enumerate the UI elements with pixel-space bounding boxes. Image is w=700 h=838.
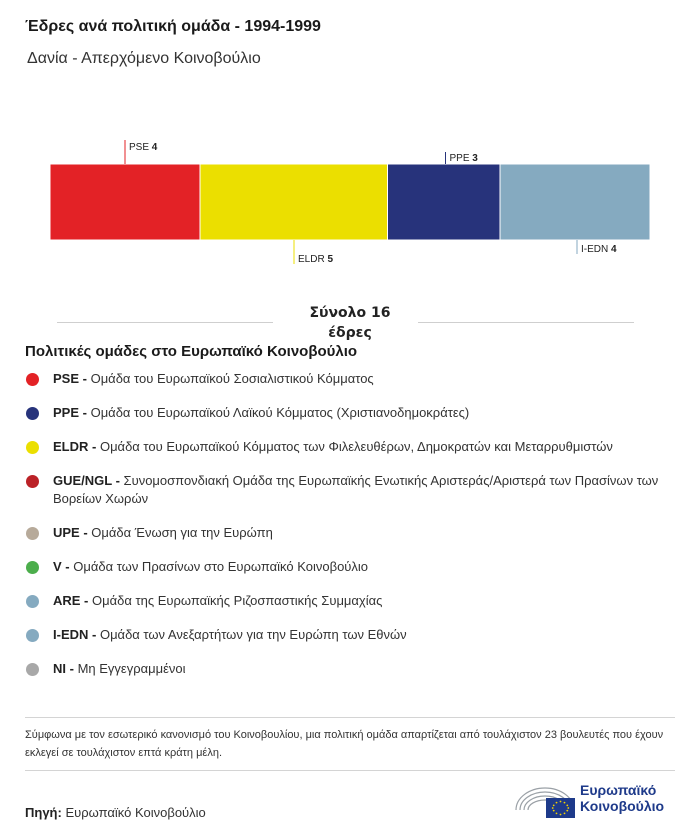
legend-text: Ομάδα του Ευρωπαϊκού Κόμματος των Φιλελευθέρων, Δημοκρατών και Μεταρρυθμιστών — [96, 439, 613, 454]
legend-text: Ομάδα της Ευρωπαϊκής Ριζοσπαστικής Συμμαχίας — [88, 593, 383, 608]
total-divider-right — [418, 322, 634, 323]
data-label-name: I-EDN — [581, 244, 611, 255]
legend-item — [25, 626, 675, 644]
legend-item — [25, 660, 675, 678]
seats-stacked-bar-chart — [0, 130, 700, 275]
legend-swatch — [26, 475, 39, 488]
legend-item — [25, 558, 675, 576]
total-seats-unit: έδρες — [328, 325, 372, 341]
legend-text: Ομάδα των Ανεξαρτήτων για την Ευρώπη των Εθνών — [96, 627, 407, 642]
bar-segment-pse — [50, 164, 200, 240]
legend-code: ARE - — [53, 593, 89, 608]
legend-swatch — [26, 407, 39, 420]
page-title: Έδρες ανά πολιτική ομάδα - 1994-1999 — [25, 18, 321, 35]
note-divider-bottom — [25, 770, 675, 771]
bar-segment-i-edn — [500, 164, 650, 240]
data-label-value: 5 — [327, 254, 334, 265]
data-label-name: PPE — [449, 153, 473, 164]
legend-text: Ομάδα του Ευρωπαϊκού Σοσιαλιστικού Κόμματος — [86, 371, 374, 386]
legend-item — [25, 472, 675, 508]
data-label-value: 4 — [151, 142, 158, 153]
legend-item — [25, 404, 675, 422]
legend-swatch — [26, 441, 39, 454]
legend-item — [25, 592, 675, 610]
legend-text: Συνομοσπονδιακή Ομάδα της Ευρωπαϊκής Ενωτικής Αριστεράς/Αριστερά των Πρασίνων των Βορείων Χωρών — [53, 473, 659, 506]
legend — [25, 370, 675, 694]
note-divider-top — [25, 717, 675, 718]
total-seats — [300, 303, 400, 343]
data-label-i-edn — [581, 244, 617, 255]
total-seats-count: Σύνολο 16 — [309, 305, 391, 321]
legend-swatch — [26, 373, 39, 386]
logo-text — [580, 782, 664, 814]
data-label-value: 4 — [611, 244, 617, 255]
total-divider-left — [57, 322, 273, 323]
source — [25, 805, 206, 820]
legend-swatch — [26, 595, 39, 608]
data-label-ppe — [450, 153, 479, 164]
legend-item — [25, 370, 675, 388]
data-label-value: 3 — [472, 153, 478, 164]
legend-swatch — [26, 629, 39, 642]
european-parliament-logo-icon — [513, 780, 577, 820]
legend-code: GUE/NGL - — [53, 473, 120, 488]
legend-item — [25, 438, 675, 456]
legend-item — [25, 524, 675, 542]
bar-segment-ppe — [388, 164, 501, 240]
logo-text-line1: Ευρωπαϊκό — [580, 782, 657, 798]
legend-title: Πολιτικές ομάδες στο Ευρωπαϊκό Κοινοβούλιο — [25, 343, 358, 360]
legend-text: Ομάδα Ένωση για την Ευρώπη — [87, 525, 273, 540]
legend-code: V - — [53, 559, 70, 574]
legend-code: PPE - — [53, 405, 87, 420]
legend-code: UPE - — [53, 525, 88, 540]
legend-swatch — [26, 663, 39, 676]
page-subtitle: Δανία - Απερχόμενο Κοινοβούλιο — [27, 50, 261, 67]
data-label-name: PSE — [129, 142, 152, 153]
logo-text-line2: Κοινοβούλιο — [580, 798, 665, 814]
source-value: Ευρωπαϊκό Κοινοβούλιο — [65, 805, 206, 820]
footnote: Σύμφωνα με τον εσωτερικό κανονισμό του Κοινοβουλίου, μια πολιτική ομάδα απαρτίζεται από τουλάχιστον 23 βουλευτές που έχουν εκλεγεί σε τουλάχιστον επτά κράτη μέλη. — [25, 729, 664, 759]
legend-text: Ομάδα του Ευρωπαϊκού Λαϊκού Κόμματος (Χριστιανοδημοκράτες) — [86, 405, 470, 420]
bar-segment-eldr — [200, 164, 388, 240]
source-label: Πηγή: — [25, 805, 62, 820]
legend-text: Ομάδα των Πρασίνων στο Ευρωπαϊκό Κοινοβούλιο — [69, 559, 369, 574]
legend-code: I-EDN - — [53, 627, 97, 642]
legend-code: PSE - — [53, 371, 87, 386]
legend-swatch — [26, 561, 39, 574]
legend-swatch — [26, 527, 39, 540]
legend-code: ELDR - — [53, 439, 97, 454]
data-label-name: ELDR — [298, 254, 328, 265]
legend-text: Μη Εγγεγραμμένοι — [73, 661, 186, 676]
data-label-pse — [129, 142, 158, 153]
legend-code: NI - — [53, 661, 74, 676]
data-label-eldr — [298, 254, 333, 265]
